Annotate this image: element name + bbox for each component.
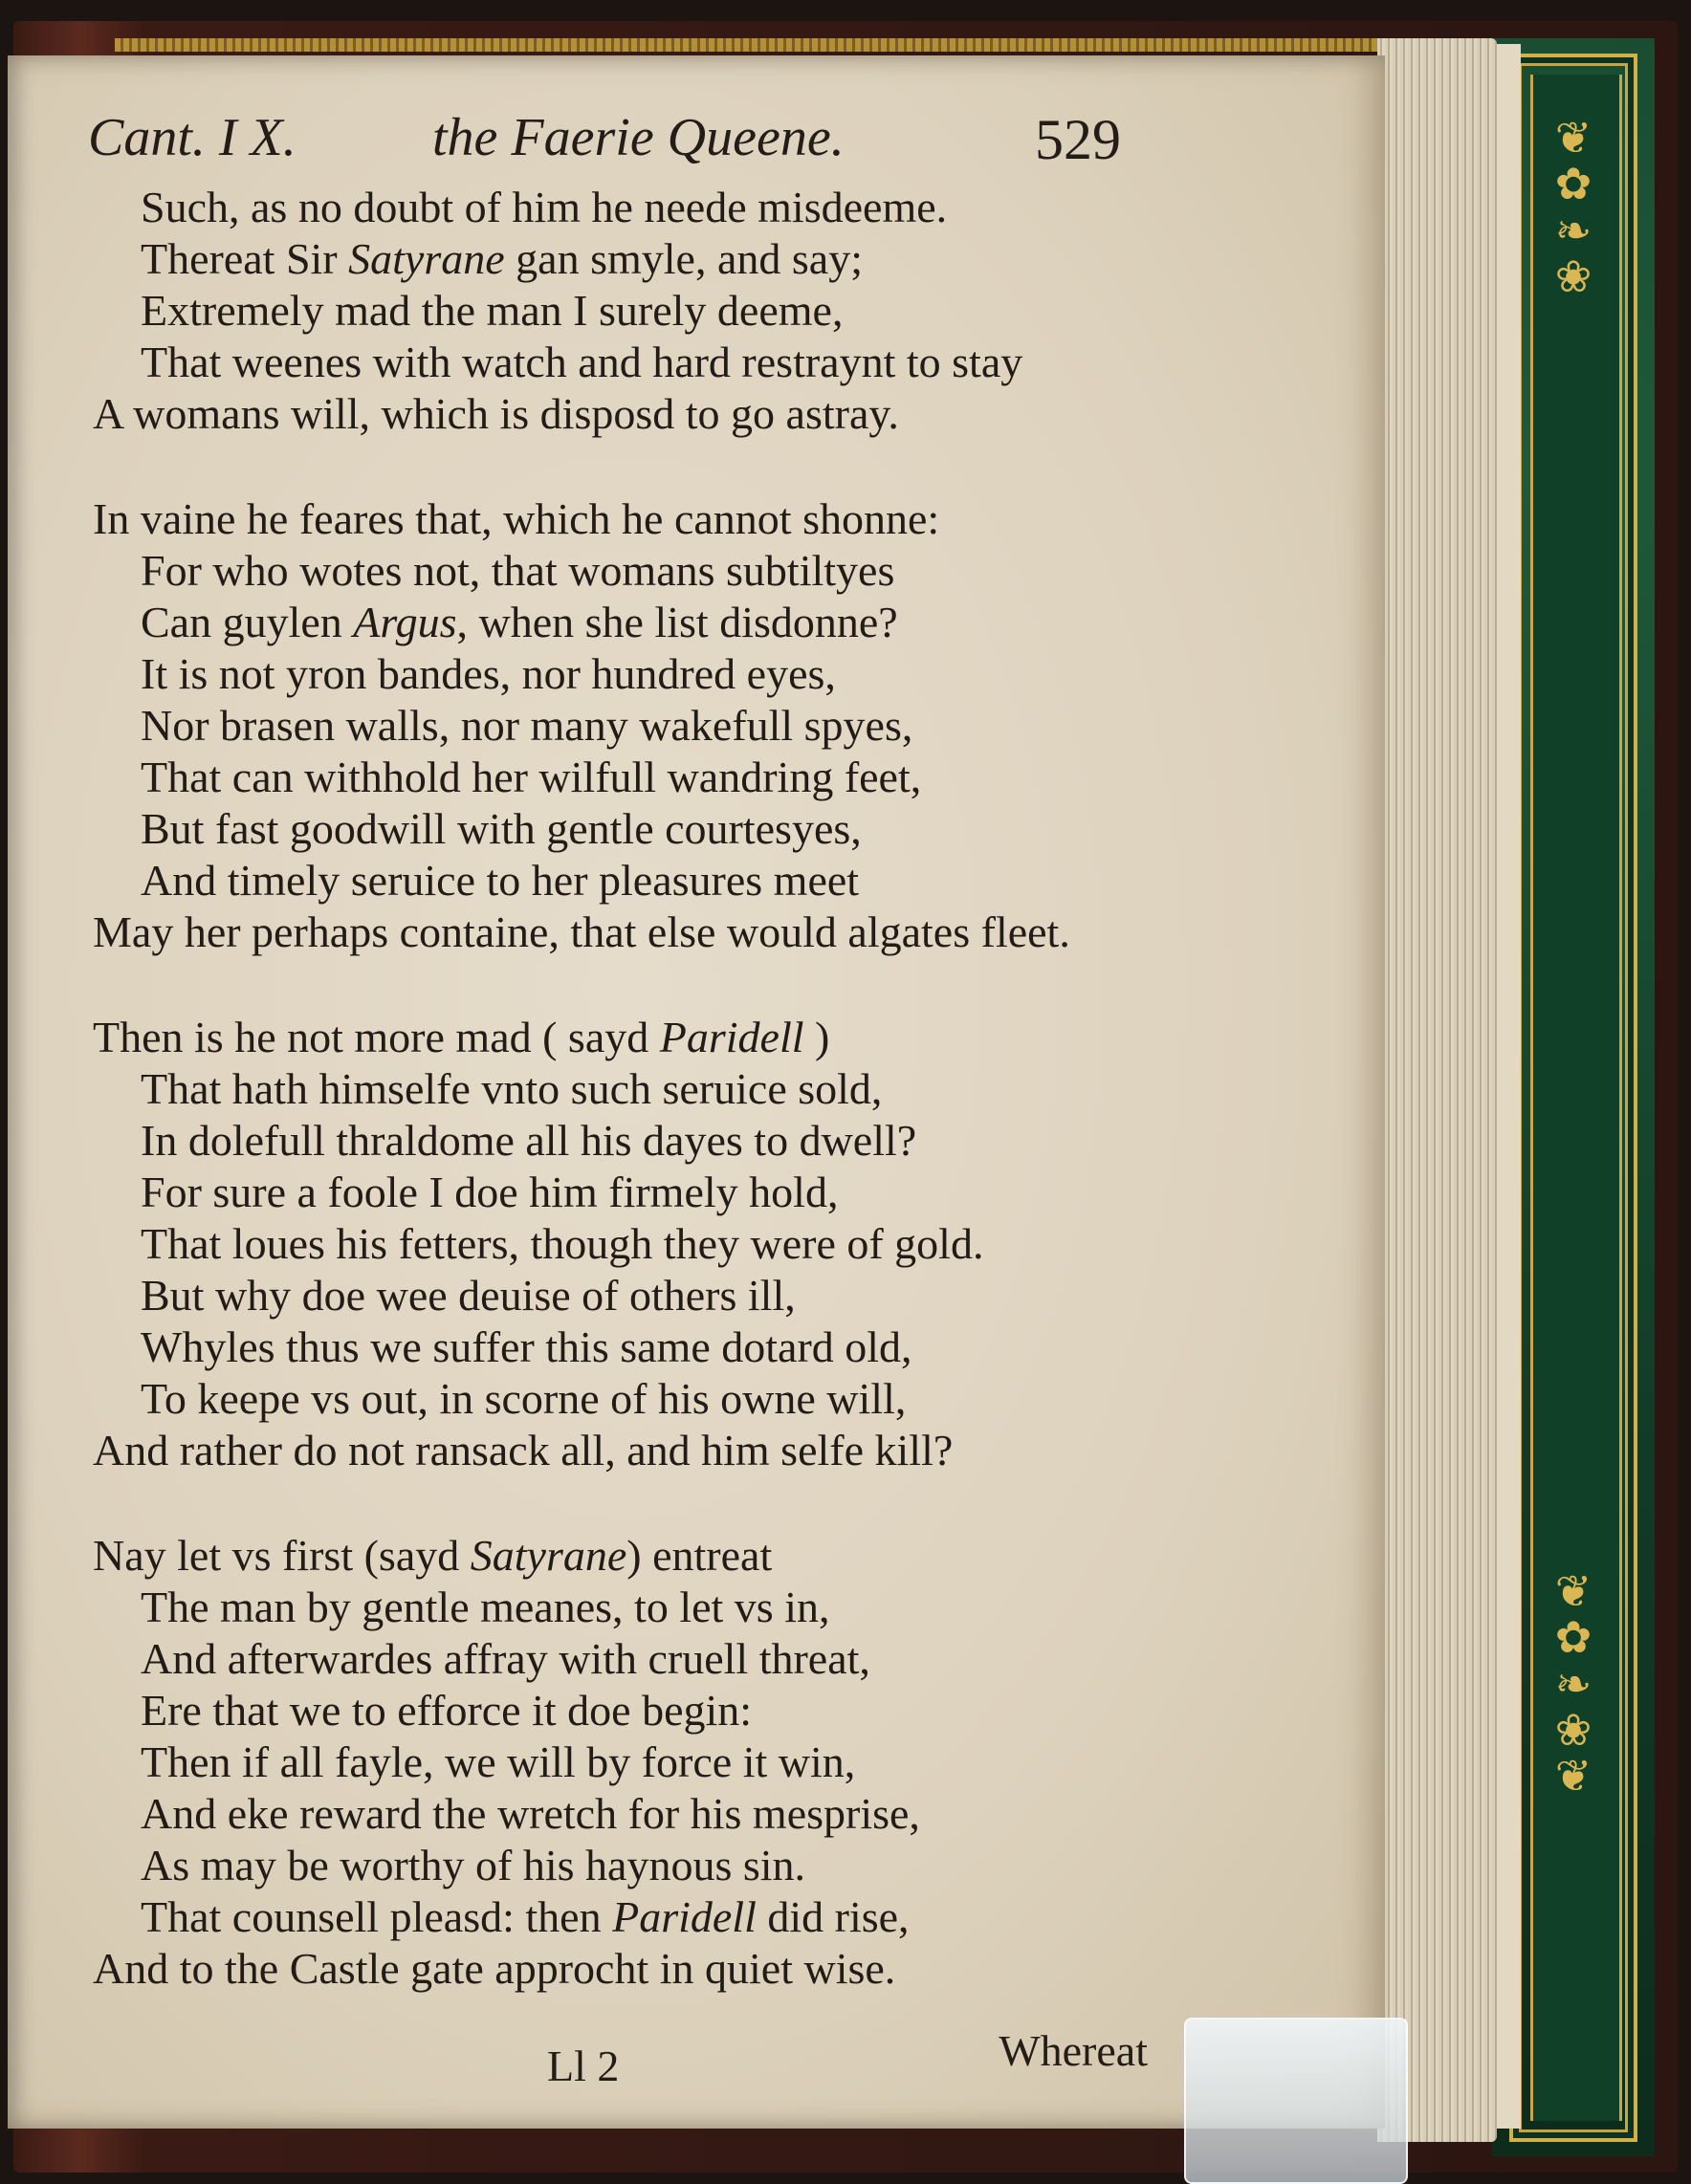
verse-line: That hath himselfe vnto such seruice sold, bbox=[141, 1064, 883, 1113]
verse-line: And to the Castle gate approcht in quiet wise. bbox=[93, 1944, 896, 1993]
verse-text: ) bbox=[803, 1013, 830, 1061]
verse-line: And afterwardes affray with cruell threat, bbox=[141, 1634, 870, 1683]
italic-name: Paridell bbox=[612, 1892, 757, 1941]
verse-text: , when she list disdonne? bbox=[456, 598, 898, 646]
verse-text: did rise, bbox=[756, 1892, 910, 1941]
poem-text bbox=[88, 182, 1159, 2048]
verse-line bbox=[88, 1012, 1159, 1063]
verse-line: Such, as no doubt of him he neede misdeeme. bbox=[141, 183, 948, 231]
gilt-edge-top bbox=[115, 38, 1396, 52]
running-title: the Faerie Queene. bbox=[432, 108, 845, 167]
glass-page-weight bbox=[1184, 2018, 1408, 2184]
verse-text: Then is he not more mad ( sayd bbox=[93, 1013, 660, 1061]
verse-text: Nay let vs first (sayd bbox=[93, 1531, 471, 1580]
signature-mark: Ll 2 bbox=[547, 2042, 620, 2090]
verse-text: Thereat Sir bbox=[141, 234, 349, 283]
verse-line: Then if all fayle, we will by force it win, bbox=[141, 1737, 856, 1786]
stanza bbox=[88, 182, 1159, 440]
italic-name: Argus bbox=[353, 598, 457, 646]
catchword: Whereat bbox=[999, 2026, 1148, 2075]
floral-ornament-icon: ❦ ✿ ❧ ❀ ❦ bbox=[1554, 1565, 1592, 1802]
verse-line: In dolefull thraldome all his dayes to dwell? bbox=[141, 1116, 917, 1165]
verse-line: For sure a foole I doe him firmely hold, bbox=[141, 1168, 839, 1216]
page-footer bbox=[88, 2025, 1148, 2092]
verse-line: The man by gentle meanes, to let vs in, bbox=[141, 1583, 830, 1631]
italic-name: Satyrane bbox=[470, 1531, 627, 1580]
verse-line: To keepe vs out, in scorne of his owne will, bbox=[141, 1374, 907, 1423]
verse-text: ) entreat bbox=[626, 1531, 773, 1580]
verse-text: gan smyle, and say; bbox=[504, 234, 863, 283]
verse-text: That counsell pleasd: then bbox=[141, 1892, 613, 1941]
verse-line: Nor brasen walls, nor many wakefull spyes, bbox=[141, 701, 913, 750]
italic-name: Paridell bbox=[659, 1013, 804, 1061]
verse-line: That weenes with watch and hard restraynt to stay bbox=[141, 338, 1023, 386]
page-edges-stack bbox=[1377, 38, 1497, 2142]
verse-line: For who wotes not, that womans subtiltyes bbox=[141, 546, 895, 595]
verse-line: A womans will, which is disposd to go astray. bbox=[93, 389, 899, 438]
verse-line: But why doe wee deuise of others ill, bbox=[141, 1271, 796, 1320]
verse-line bbox=[88, 233, 1159, 285]
verse-line bbox=[88, 1891, 1159, 1943]
verse-line bbox=[88, 1530, 1159, 1582]
verse-line: And rather do not ransack all, and him selfe kill? bbox=[93, 1426, 954, 1474]
stanza bbox=[88, 1012, 1159, 1476]
verse-line: That can withhold her wilfull wandring feet, bbox=[141, 753, 922, 801]
verse-line: And timely seruice to her pleasures meet bbox=[141, 856, 860, 905]
canto-label: Cant. I X. bbox=[88, 108, 296, 167]
verse-line: Extremely mad the man I surely deeme, bbox=[141, 286, 844, 335]
running-header bbox=[88, 107, 1121, 184]
verse-line: But fast goodwill with gentle courtesyes, bbox=[141, 804, 862, 853]
page-number: 529 bbox=[1035, 108, 1121, 171]
verse-line bbox=[88, 597, 1159, 648]
verse-line: Whyles thus we suffer this same dotard old, bbox=[141, 1322, 912, 1371]
verse-line: Ere that we to efforce it doe begin: bbox=[141, 1686, 753, 1735]
verse-line: In vaine he feares that, which he cannot shonne: bbox=[93, 494, 940, 543]
stanza bbox=[88, 1530, 1159, 1995]
stanza bbox=[88, 493, 1159, 958]
italic-name: Satyrane bbox=[348, 234, 505, 283]
verse-line: May her perhaps containe, that else would algates fleet. bbox=[93, 907, 1070, 956]
verse-text: Can guylen bbox=[141, 598, 354, 646]
green-pastedown bbox=[1530, 75, 1622, 2121]
verse-line: That loues his fetters, though they were of gold. bbox=[141, 1219, 984, 1268]
verse-line: And eke reward the wretch for his mesprise, bbox=[141, 1789, 920, 1838]
verse-line: It is not yron bandes, nor hundred eyes, bbox=[141, 649, 836, 698]
verse-line: As may be worthy of his haynous sin. bbox=[141, 1841, 806, 1889]
floral-ornament-icon: ❦ ✿ ❧ ❀ bbox=[1554, 112, 1592, 302]
